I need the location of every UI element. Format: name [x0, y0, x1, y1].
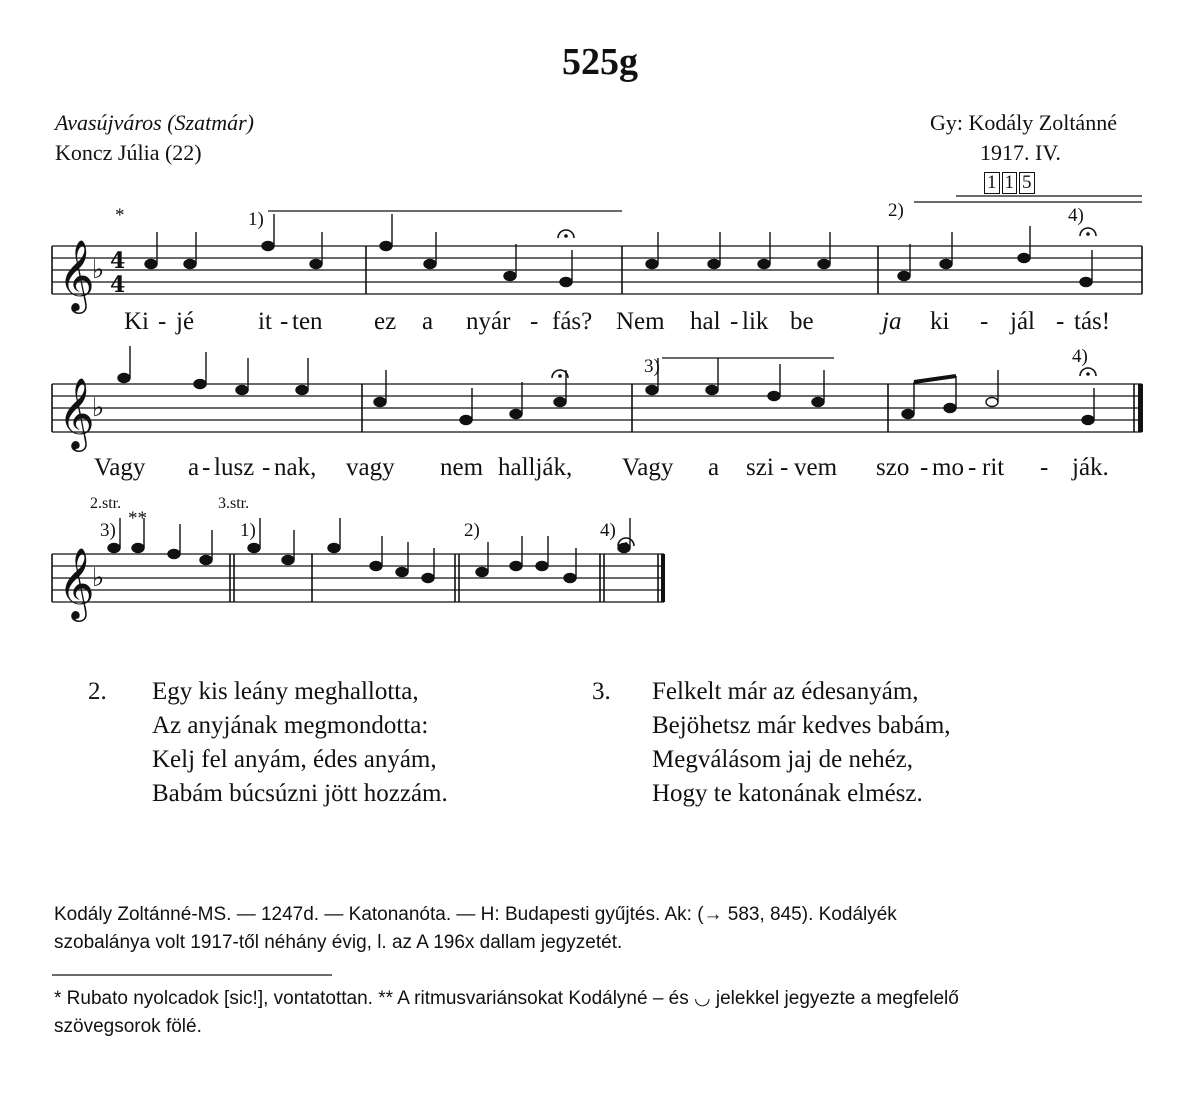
variant-mark: 1): [248, 209, 264, 230]
lyric-syllable: szi: [746, 454, 774, 481]
lyric-syllable: ten: [292, 308, 323, 335]
lyric-syllable: ez: [374, 308, 397, 335]
stanza-3: [652, 675, 951, 811]
treble-clef-icon: 𝄞: [58, 546, 95, 619]
lyric-syllable: it: [258, 308, 272, 335]
stanza-line: Hogy te katonának elmész.: [652, 780, 923, 807]
stanza-line: Babám búcsúzni jött hozzám.: [152, 780, 448, 807]
flat-icon: ♭: [92, 563, 105, 593]
variant-mark: 3): [644, 356, 660, 377]
source-note-line: szobalánya volt 1917-től néhány évig, l. az A 196x dallam jegyzetét.: [54, 932, 623, 953]
lyric-syllable: Vagy: [622, 454, 674, 481]
footnote-line: * Rubato nyolcadok [sic!], vontatottan. ** A ritmusvariánsokat Kodályné – és ◡ jelekkel jegyezte a megfelelő: [54, 988, 959, 1009]
stanza-line: Kelj fel anyám, édes anyám,: [152, 746, 437, 773]
lyric-syllable: a: [188, 454, 200, 481]
lyric-syllable: ki: [930, 308, 950, 335]
lyric-syllable: vagy: [346, 454, 395, 481]
stanza-number: 3.: [592, 678, 611, 705]
svg-text:4: 4: [110, 248, 126, 274]
lyric-syllable: nem: [440, 454, 484, 481]
variant-mark: 4): [1072, 346, 1088, 367]
svg-text:4: 4: [110, 272, 126, 298]
strophe-label: 2.str.: [90, 495, 122, 512]
flat-icon: ♭: [92, 255, 105, 285]
variant-mark: 1): [240, 520, 256, 541]
lyric-syllable: -: [530, 308, 539, 335]
collector-label: Gy: Kodály Zoltánné: [930, 110, 1117, 135]
stanza-line: Bejöhetsz már kedves babám,: [652, 712, 951, 739]
flat-icon: ♭: [92, 393, 105, 423]
lyric-syllable: lusz: [214, 454, 255, 481]
lyric-syllable: fás?: [552, 308, 593, 335]
stanza-line: Az anyjának megmondotta:: [152, 712, 429, 739]
treble-clef-icon: 𝄞: [58, 238, 95, 311]
lyric-syllable: nyár: [466, 308, 511, 335]
catalog-code: 5: [1019, 172, 1035, 194]
variant-mark: 3): [100, 520, 116, 541]
lyric-syllable: -: [730, 308, 739, 335]
catalog-code: 1: [984, 172, 1000, 194]
lyric-syllable: a: [708, 454, 720, 481]
variant-mark: 2): [888, 200, 904, 221]
source-note-line: Kodály Zoltánné-MS. — 1247d. — Katonanóta. — H: Budapesti gyűjtés. Ak: (→ 583, 845). Kodályék: [54, 904, 897, 925]
treble-clef-icon: 𝄞: [58, 376, 95, 449]
lyric-syllable: rit: [982, 454, 1005, 481]
lyric-syllable: Ki: [124, 308, 149, 335]
lyric-syllable: -: [1040, 454, 1049, 481]
lyric-syllable: -: [980, 308, 989, 335]
page-title: 525g: [562, 41, 638, 83]
singer-label: Koncz Júlia (22): [55, 140, 202, 165]
place-label: Avasújváros (Szatmár): [55, 110, 255, 135]
lyric-syllable: Vagy: [94, 454, 146, 481]
lyric-syllable: ják.: [1072, 454, 1109, 481]
double-asterisk-mark: **: [128, 508, 147, 529]
stanza-line: Megválásom jaj de nehéz,: [652, 746, 914, 773]
strophe-label: 3.str.: [218, 495, 250, 512]
lyric-syllable: Nem: [616, 308, 665, 335]
variant-mark: 2): [464, 520, 480, 541]
lyric-syllable: hal: [690, 308, 721, 335]
lyric-syllable: -: [1056, 308, 1065, 335]
catalog-code: 1: [1002, 172, 1018, 194]
lyric-syllable: hallják,: [498, 454, 573, 481]
lyric-syllable: nak,: [274, 454, 317, 481]
lyric-syllable: a: [422, 308, 434, 335]
stanza-line: Egy kis leány meghallotta,: [152, 678, 419, 705]
lyric-syllable: -: [262, 454, 271, 481]
asterisk-mark: *: [115, 205, 125, 226]
lyric-syllable: be: [790, 308, 814, 335]
variant-mark: 4): [600, 520, 616, 541]
date-label: 1917. IV.: [980, 140, 1061, 165]
lyric-syllable: mo: [932, 454, 964, 481]
lyric-syllable: jál: [1010, 308, 1035, 335]
footnote-line: szövegsorok fölé.: [54, 1016, 202, 1037]
stanza-line: Felkelt már az édesanyám,: [652, 678, 919, 705]
lyric-syllable: szo: [876, 454, 910, 481]
lyric-syllable: vem: [794, 454, 838, 481]
lyric-syllable: -: [968, 454, 977, 481]
lyric-syllable: -: [202, 454, 211, 481]
stanza-number: 2.: [88, 678, 107, 705]
stanza-2: [152, 675, 448, 811]
lyric-syllable: -: [920, 454, 929, 481]
lyric-syllable: lik: [742, 308, 769, 335]
lyric-syllable: jé: [176, 308, 195, 335]
lyric-syllable: tás!: [1074, 308, 1111, 335]
lyric-syllable: ja: [882, 308, 902, 335]
lyric-syllable: -: [780, 454, 789, 481]
variant-mark: 4): [1068, 205, 1084, 226]
lyric-syllable: -: [158, 308, 167, 335]
lyric-syllable: -: [280, 308, 289, 335]
